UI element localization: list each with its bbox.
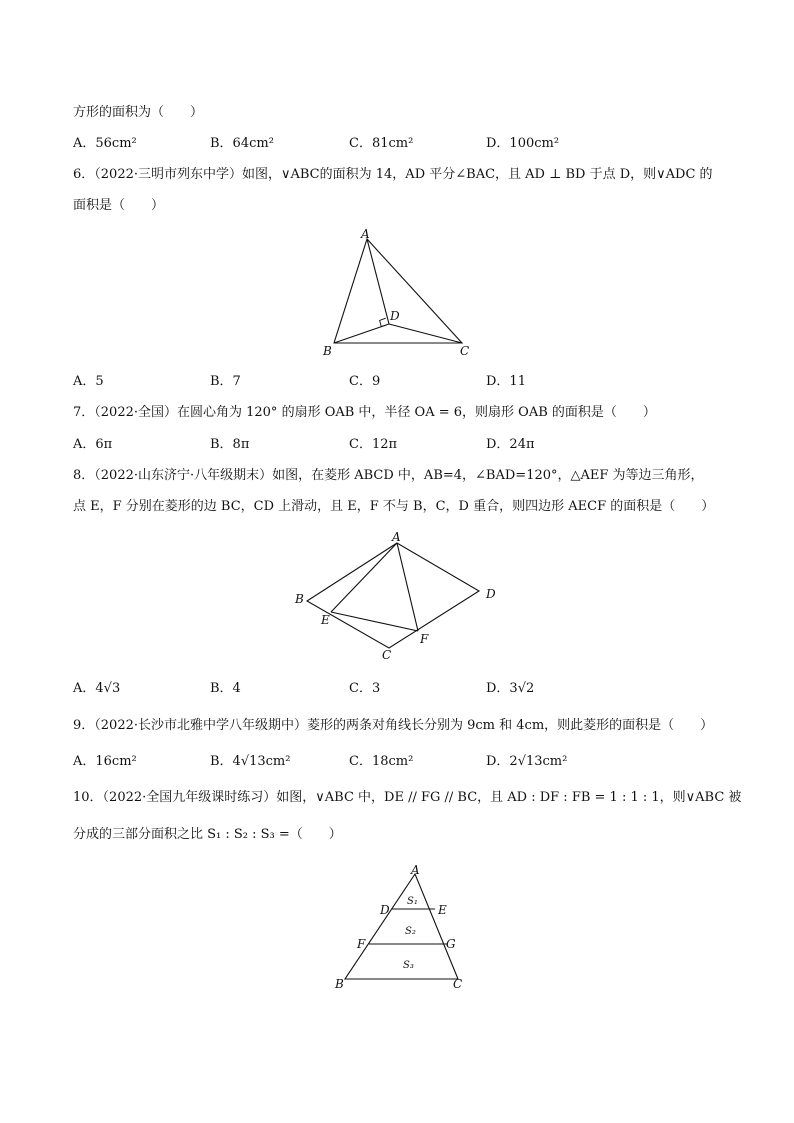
q8-stem-line1: 8．（2022·山东济宁·八年级期末）如图，在菱形 ABCD 中，AB=4，∠BAD=120°，△AEF 为等边三角形， [73,468,704,483]
q7-stem-line1: 7．（2022·全国）在圆心角为 120° 的扇形 OAB 中，半径 OA = 6，则扇形 OAB 的面积是（ ） [73,405,656,420]
q10-label-c: C [453,977,463,991]
q5-option-a[interactable]: A．56cm² [73,136,137,151]
q6-label-b: B [323,344,332,358]
q8-option-a[interactable]: A．4√3 [73,681,121,696]
q6-label-a: A [361,227,370,241]
q9-options [73,753,733,771]
q10-label-a: A [411,863,420,877]
q10-stem-line2: 分成的三部分面积之比 S₁ : S₂ : S₃ =（ ） [73,827,342,842]
q5-option-b[interactable]: B．64cm² [210,136,274,151]
q9-option-c[interactable]: C．18cm² [349,754,414,769]
q5-continuation: 方形的面积为（ ） [73,105,204,120]
q6-figure [310,225,490,365]
q6-stem-line2: 面积是（ ） [73,198,165,213]
q9-option-b[interactable]: B．4√13cm² [210,754,291,769]
q6-label-c: C [460,344,470,358]
q8-label-e: E [321,613,330,627]
q5-option-d[interactable]: D．100cm² [486,136,560,151]
q5-options [73,135,733,153]
q6-label-d: D [390,309,400,323]
q8-segment-ae [331,543,397,612]
q6-option-d[interactable]: D．11 [486,374,526,389]
q10-label-s3: S₃ [403,960,414,971]
q6-option-a[interactable]: A．5 [73,374,104,389]
q10-label-s1: S₁ [407,896,418,907]
q6-option-b[interactable]: B．7 [210,374,241,389]
q8-label-f: F [420,632,429,646]
q8-label-a: A [392,530,401,544]
q8-label-d: D [486,587,496,601]
q6-stem-line1: 6．（2022·三明市列东中学）如图，∨ABC的面积为 14，AD 平分∠BAC，且 AD ⊥ BD 于点 D，则∨ADC 的 [73,167,713,182]
q6-segment-bd [334,324,389,343]
q8-segment-af [397,543,418,631]
q6-triangle-abc [334,239,462,343]
q6-segment-dc [389,324,462,343]
q10-label-f: F [357,937,366,951]
q8-options [73,680,733,698]
q8-option-b[interactable]: B．4 [210,681,241,696]
q8-label-c: C [382,648,392,662]
q8-figure [285,525,515,665]
q5-option-c[interactable]: C．81cm² [349,136,414,151]
q7-option-c[interactable]: C．12π [349,437,398,452]
q10-label-b: B [335,977,344,991]
q9-option-a[interactable]: A．16cm² [73,754,137,769]
q8-segment-ef [331,612,418,631]
q10-label-e: E [438,903,447,917]
q8-option-d[interactable]: D．3√2 [486,681,535,696]
q7-option-d[interactable]: D．24π [486,437,535,452]
q7-option-a[interactable]: A．6π [73,437,113,452]
q8-label-b: B [295,592,304,606]
q10-stem-line1: 10．（2022·全国九年级课时练习）如图，∨ABC 中，DE // FG // BC，且 AD : DF : FB = 1 : 1 : 1，则∨ABC 被 [73,790,742,805]
q9-option-d[interactable]: D．2√13cm² [486,754,568,769]
q10-label-g: G [446,937,456,951]
q10-label-s2: S₂ [405,926,416,937]
q8-option-c[interactable]: C．3 [349,681,381,696]
q10-label-d: D [380,903,390,917]
q7-options [73,436,733,454]
q6-option-c[interactable]: C．9 [349,374,381,389]
q7-option-b[interactable]: B．8π [210,437,250,452]
q8-rhombus-abcd [307,543,479,648]
q9-stem-line1: 9．（2022·长沙市北雅中学八年级期中）菱形的两条对角线长分别为 9cm 和 4cm，则此菱形的面积是（ ） [73,718,714,733]
q10-figure [330,862,480,997]
q8-stem-line2: 点 E，F 分别在菱形的边 BC，CD 上滑动，且 E，F 不与 B，C，D 重合，则四边形 AECF 的面积是（ ） [73,499,715,514]
q10-triangle-abc [345,874,458,979]
q6-options [73,373,733,391]
